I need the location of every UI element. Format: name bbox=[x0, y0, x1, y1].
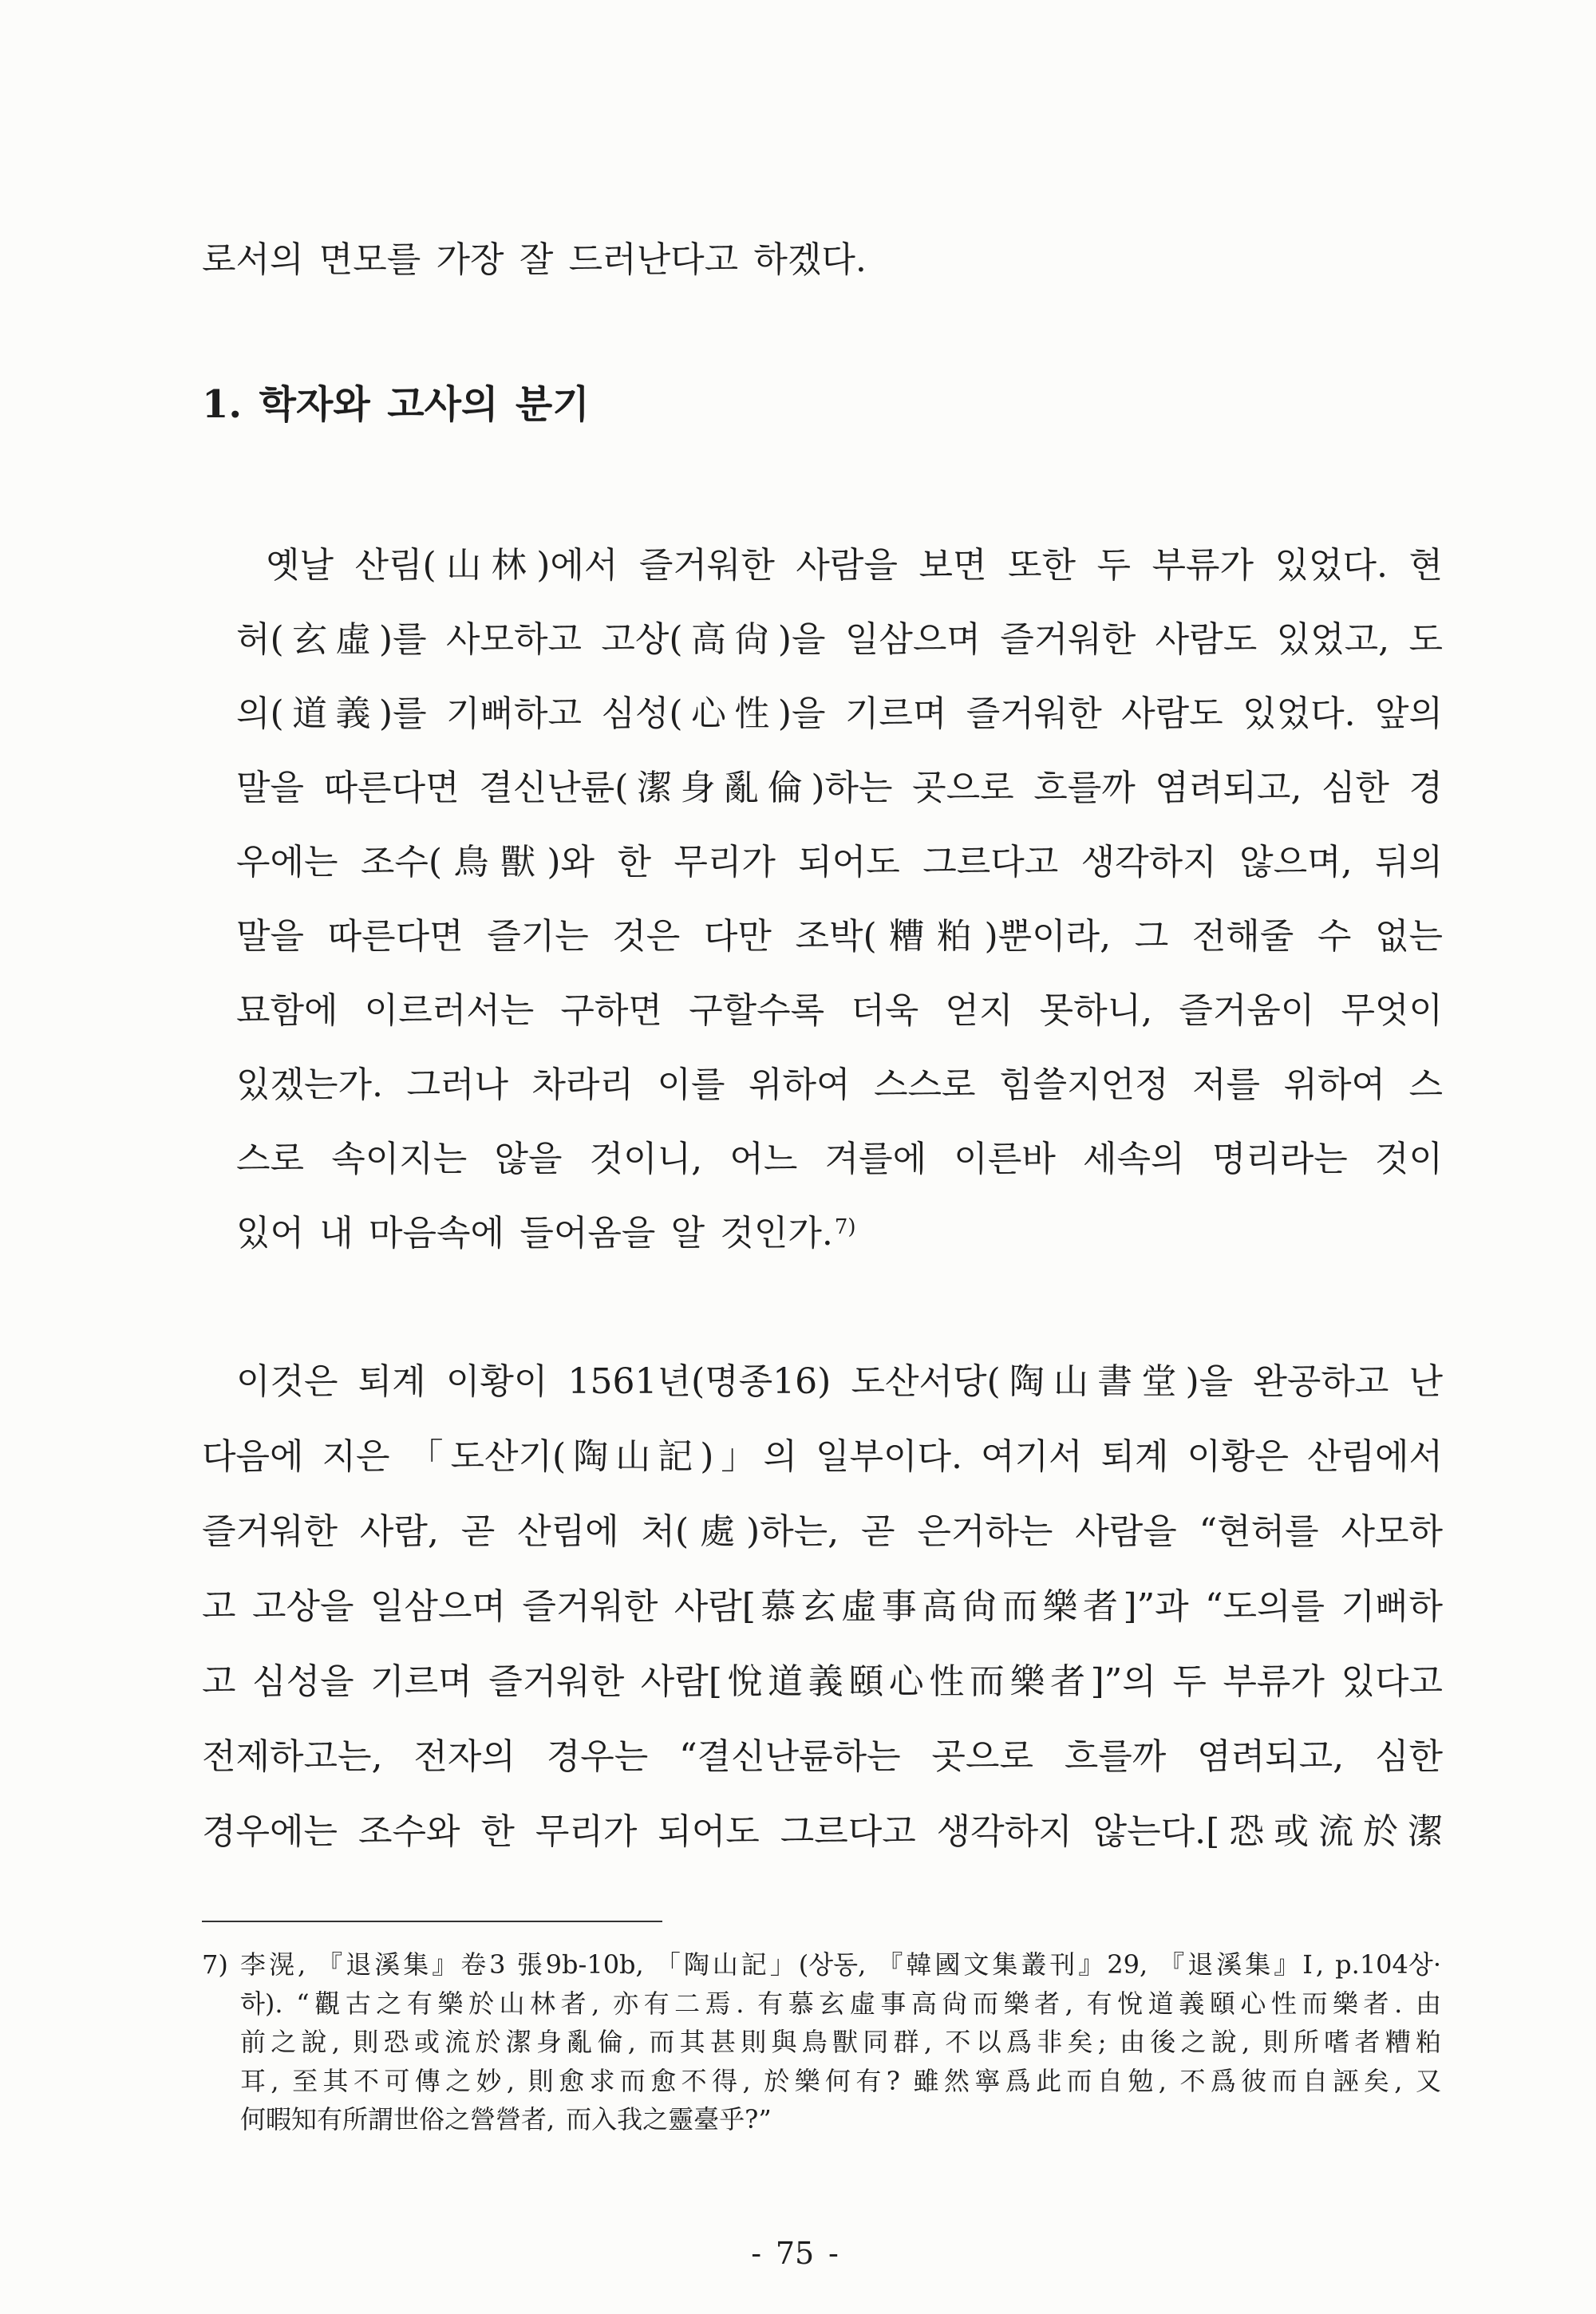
quote-line: 말을 따른다면 결신난륜(潔身亂倫)하는 곳으로 흐를까 염려되고, 심한 경 bbox=[236, 768, 1443, 808]
body-line: 고 심성을 기르며 즐거워한 사람[悅道義頤心性而樂者]”의 두 부류가 있다고 bbox=[202, 1661, 1443, 1702]
quote-line: 허(玄虛)를 사모하고 고상(高尙)을 일삼으며 즐거워한 사람도 있었고, 도 bbox=[236, 619, 1443, 660]
quote-line: 있어 내 마음속에 들어옴을 알 것인가. bbox=[236, 1213, 833, 1254]
quote-last-line bbox=[236, 1196, 1443, 1270]
body-paragraph bbox=[202, 1345, 1443, 1870]
footnote-reference: 7) bbox=[834, 1215, 856, 1239]
footnote-line: 前之說, 則恐或流於潔身亂倫, 而其甚則與鳥獸同群, 不以爲非矣; 由後之說, 則所嗜者糟粕 bbox=[240, 2027, 1441, 2057]
footnote-line: 하). “觀古之有樂於山林者, 亦有二焉. 有慕玄虛事高尙而樂者, 有悅道義頤心性而樂者. 由 bbox=[240, 1988, 1441, 2019]
quote-line: 의(道義)를 기뻐하고 심성(心性)을 기르며 즐거워한 사람도 있었다. 앞의 bbox=[236, 693, 1443, 734]
quote-line: 말을 따른다면 즐기는 것은 다만 조박(糟粕)뿐이라, 그 전해줄 수 없는 bbox=[236, 916, 1443, 957]
section-heading: 1. 학자와 고사의 분기 bbox=[202, 382, 590, 427]
footnote-marker: 7) bbox=[202, 1949, 228, 1980]
page-number: - 75 - bbox=[751, 2236, 839, 2271]
body-line: 즐거워한 사람, 곧 산림에 처(處)하는, 곧 은거하는 사람을 “현허를 사모하 bbox=[202, 1511, 1443, 1552]
block-quote bbox=[236, 528, 1443, 1270]
body-line: 전제하고는, 전자의 경우는 “결신난륜하는 곳으로 흐를까 염려되고, 심한 bbox=[202, 1736, 1443, 1777]
footnote-line: 何暇知有所謂世俗之營營者, 而入我之靈臺乎?” bbox=[240, 2104, 772, 2134]
quote-line: 묘함에 이르러서는 구하면 구할수록 더욱 얻지 못하니, 즐거움이 무엇이 bbox=[236, 990, 1443, 1031]
footnote bbox=[240, 1945, 1441, 2139]
body-line: 고 고상을 일삼으며 즐거워한 사람[慕玄虛事高尙而樂者]”과 “도의를 기뻐하 bbox=[202, 1586, 1443, 1627]
body-line: 경우에는 조수와 한 무리가 되어도 그르다고 생각하지 않는다.[恐或流於潔 bbox=[202, 1811, 1443, 1852]
intro-line: 로서의 면모를 가장 잘 드러난다고 하겠다. bbox=[202, 239, 867, 280]
body-line: 이것은 퇴계 이황이 1561년(명종16) 도산서당(陶山書堂)을 완공하고 난 bbox=[236, 1361, 1443, 1402]
footnote-separator bbox=[202, 1921, 662, 1922]
quote-line: 옛날 산림(山林)에서 즐거워한 사람을 보면 또한 두 부류가 있었다. 현 bbox=[266, 545, 1443, 586]
quote-line: 스로 속이지는 않을 것이니, 어느 겨를에 이른바 세속의 명리라는 것이 bbox=[236, 1139, 1443, 1179]
quote-line: 있겠는가. 그러나 차라리 이를 위하여 스스로 힘쓸지언정 저를 위하여 스 bbox=[236, 1064, 1443, 1105]
body-line: 다음에 지은 「도산기(陶山記)」의 일부이다. 여기서 퇴계 이황은 산림에서 bbox=[202, 1436, 1443, 1477]
footnote-line: 李滉, 『退溪集』卷3 張9b-10b, 「陶山記」(상동, 『韓國文集叢刊』29, 『退溪集』Ⅰ, p.104상· bbox=[240, 1949, 1441, 1980]
footnote-line: 耳, 至其不可傳之妙, 則愈求而愈不得, 於樂何有? 雖然寧爲此而自勉, 不爲彼而自誣矣, 又 bbox=[240, 2065, 1441, 2096]
continued-text-line bbox=[202, 223, 1443, 297]
quote-line: 우에는 조수(鳥獸)와 한 무리가 되어도 그르다고 생각하지 않으며, 뒤의 bbox=[236, 842, 1443, 883]
